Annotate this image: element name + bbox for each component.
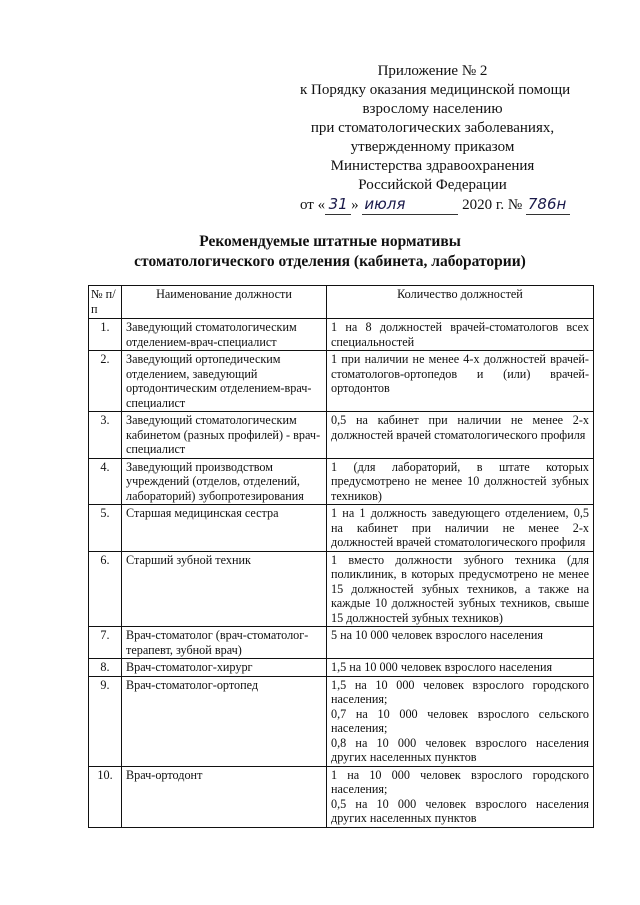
row-num: 6. xyxy=(89,551,122,627)
row-position: Врач-ортодонт xyxy=(122,766,327,827)
table-row xyxy=(89,412,594,459)
row-quantity: 1 на 8 должностей врачей-стоматологов всех специальностей xyxy=(327,319,594,351)
header-num: № п/п xyxy=(89,286,122,319)
table-row xyxy=(89,766,594,827)
appendix-line: к Порядку оказания медицинской помощи xyxy=(300,82,571,98)
handwritten-order-number: 786н xyxy=(526,195,570,215)
row-quantity: 1,5 на 10 000 человек взрослого городского населения; 0,7 на 10 000 человек взрослого сельского населения; 0,8 на 10 000 человек взрослого населения других населенных пунктов xyxy=(327,676,594,766)
title-line-2: стоматологического отделения (кабинета, лаборатории) xyxy=(134,253,526,270)
appendix-line: Российской Федерации xyxy=(358,177,507,193)
row-position: Старшая медицинская сестра xyxy=(122,505,327,552)
header-position: Наименование должности xyxy=(122,286,327,319)
row-position: Врач-стоматолог (врач-стоматолог-терапевт, зубной врач) xyxy=(122,627,327,659)
appendix-line: при стоматологических заболеваниях, xyxy=(310,120,555,136)
table-row xyxy=(89,458,594,505)
title-line-1: Рекомендуемые штатные нормативы xyxy=(199,233,461,250)
row-position: Заведующий ортопедическим отделением, заведующий ортодонтическим отделением-врач-специалист xyxy=(122,351,327,412)
row-position: Заведующий производством учреждений (отделов, отделений, лабораторий) зубопротезирования xyxy=(122,458,327,505)
row-num: 1. xyxy=(89,319,122,351)
staffing-table xyxy=(88,285,594,828)
date-mid: » xyxy=(351,197,359,213)
table-header-row xyxy=(89,286,594,319)
date-year: 2020 г. № xyxy=(462,197,523,213)
row-num: 10. xyxy=(89,766,122,827)
handwritten-day: 31 xyxy=(325,195,351,215)
row-quantity: 5 на 10 000 человек взрослого населения xyxy=(327,627,594,659)
table-row xyxy=(89,659,594,677)
row-quantity: 1 вместо должности зубного техника (для поликлиник, в которых предусмотрено не менее 15 должностей зубных техников, а также на каждые 10 должностей зубных техников, свыше 15 должностей зубных техников) xyxy=(327,551,594,627)
row-quantity: 1 при наличии не менее 4-х должностей врачей-стоматологов-ортопедов и (или) врачей-ортодонтов xyxy=(327,351,594,412)
row-quantity: 1 (для лабораторий, в штате которых предусмотрено не менее 10 должностей зубных техников) xyxy=(327,458,594,505)
appendix-line: утвержденному приказом xyxy=(350,139,515,155)
row-num: 9. xyxy=(89,676,122,766)
table-row xyxy=(89,505,594,552)
appendix-line: взрослому населению xyxy=(362,101,503,117)
appendix-line: Министерства здравоохранения xyxy=(330,158,535,174)
document-title xyxy=(60,232,600,272)
table-row xyxy=(89,676,594,766)
header-quantity: Количество должностей xyxy=(327,286,594,319)
row-position: Заведующий стоматологическим кабинетом (разных профилей) - врач-специалист xyxy=(122,412,327,459)
date-prefix: от « xyxy=(300,197,326,213)
table-row xyxy=(89,551,594,627)
handwritten-month: июля xyxy=(362,195,458,215)
row-quantity: 0,5 на кабинет при наличии не менее 2-х должностей врачей стоматологического профиля xyxy=(327,412,594,459)
row-num: 5. xyxy=(89,505,122,552)
row-position: Старший зубной техник xyxy=(122,551,327,627)
row-position: Врач-стоматолог-хирург xyxy=(122,659,327,677)
row-position: Врач-стоматолог-ортопед xyxy=(122,676,327,766)
row-num: 7. xyxy=(89,627,122,659)
appendix-line: Приложение № 2 xyxy=(377,63,488,79)
row-quantity: 1 на 10 000 человек взрослого городского населения; 0,5 на 10 000 человек взрослого населения других населенных пунктов xyxy=(327,766,594,827)
row-position: Заведующий стоматологическим отделением-врач-специалист xyxy=(122,319,327,351)
table-row xyxy=(89,319,594,351)
table-row xyxy=(89,627,594,659)
row-quantity: 1,5 на 10 000 человек взрослого населения xyxy=(327,659,594,677)
order-date-line xyxy=(300,195,565,215)
appendix-header xyxy=(300,62,571,215)
row-num: 4. xyxy=(89,458,122,505)
row-num: 3. xyxy=(89,412,122,459)
row-num: 2. xyxy=(89,351,122,412)
table-row xyxy=(89,351,594,412)
row-num: 8. xyxy=(89,659,122,677)
row-quantity: 1 на 1 должность заведующего отделением, 0,5 на кабинет при наличии не менее 2-х должностей врачей стоматологического профиля xyxy=(327,505,594,552)
